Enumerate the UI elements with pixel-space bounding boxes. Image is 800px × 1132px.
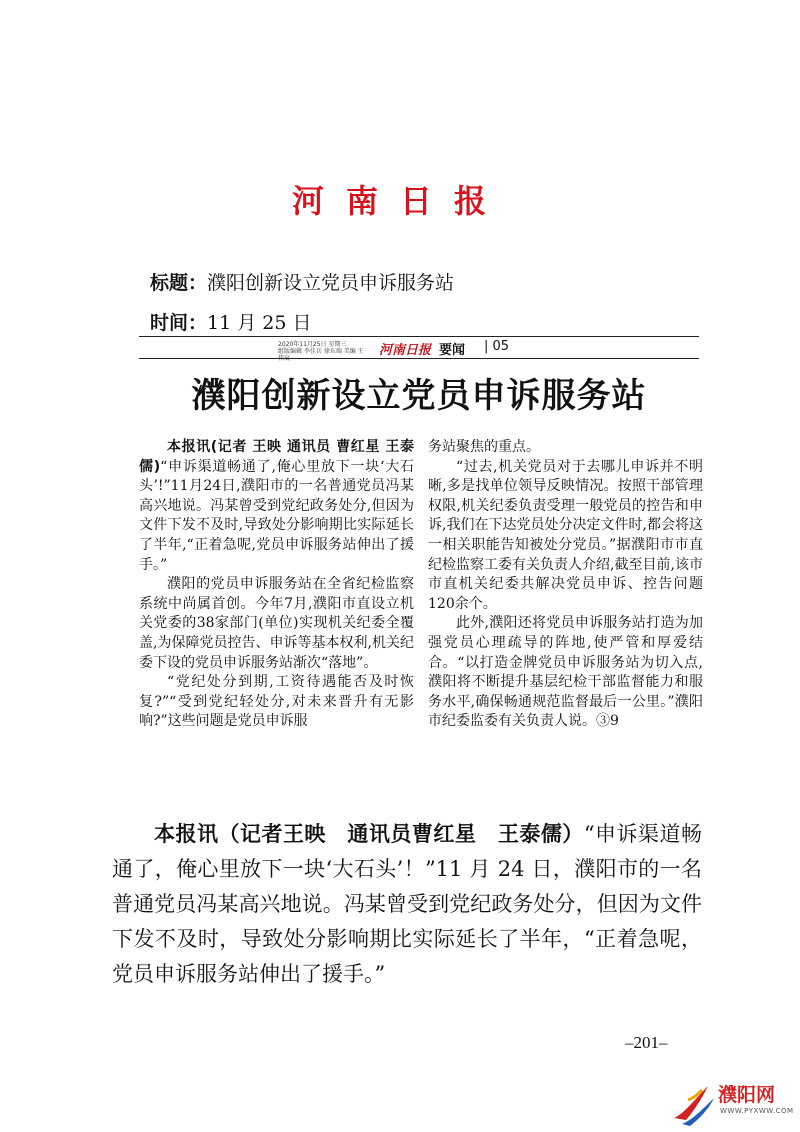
col1-lead: 本报讯(记者 王映 通讯员 曹红星 王泰儒): [139, 439, 414, 475]
time-label: 时间：: [150, 312, 208, 334]
excerpt-lead: 本报讯（记者王映 通讯员曹红星 王泰儒）: [154, 822, 584, 846]
meta-time-row: [150, 308, 312, 335]
col2-text-2: “过去,机关党员对于去哪儿申诉并不明晰,多是找单位领导反映情况。按照干部管理权限,机关纪委负责受理一般党员的控告和申诉,我们在下达党员处分决定文件时,都会将这一相关职能告知被处分党员。”据濮阳市市直纪检监察工委有关负责人介绍,截至目前,该市市直机关纪委共解决党员申诉、控告问题120余个。: [428, 458, 703, 612]
watermark-url: WWW.PYXWW.COM: [720, 1107, 794, 1115]
col2-para-2: [428, 458, 703, 615]
col2-para-3: [428, 614, 703, 732]
article-excerpt: [112, 817, 702, 992]
excerpt-paragraph: [112, 817, 702, 992]
col2-text-3: 此外,濮阳还将党员申诉服务站打造为加强党员心理疏导的阵地,使严管和厚爱结合。“以打造金牌党员申诉服务站为切入点,濮阳将不断提升基层纪检干部监督能力和服务水平,确保畅通规范监督最后一公里。”濮阳市纪委监委有关负责人说。③9: [428, 615, 703, 730]
page-indicator: | 05: [484, 339, 510, 354]
page-number: –201–: [625, 1033, 668, 1052]
watermark-logo-icon: [668, 1080, 720, 1128]
col1-para-2: [139, 575, 414, 673]
newspaper-strip: [139, 338, 699, 358]
watermark-name: 濮阳网: [718, 1084, 776, 1106]
time-value: 11 月 25 日: [207, 312, 312, 334]
article-column-2: [428, 438, 703, 732]
article-headline: 濮阳创新设立党员申诉服务站: [191, 376, 647, 416]
strip-date: 2020年11月25日 星期三: [278, 341, 347, 348]
col2-para-1: [428, 438, 703, 458]
title-value: 濮阳创新设立党员申诉服务站: [207, 272, 455, 294]
section-name: 要闻: [439, 343, 466, 358]
watermark: [668, 1080, 798, 1128]
paper-logo: 河南日报: [379, 343, 432, 358]
article-column-1: [139, 438, 414, 732]
meta-title-row: [150, 268, 454, 295]
col1-text-3: “党纪处分到期,工资待遇能否及时恢复?”“受到党纪轻处分,对未来晋升有无影响?”这些问题是党员申诉服: [139, 674, 414, 730]
top-rule: [139, 336, 699, 337]
title-label: 标题：: [150, 272, 208, 294]
strip-editors: 组版编辑 李佳兵 徐东瑞 美编 王: [278, 348, 364, 355]
strip-rule: [139, 358, 699, 359]
page-number-small: 05: [492, 339, 510, 354]
masthead: 河南日报: [291, 182, 508, 220]
col1-para-1: [139, 438, 414, 575]
col2-text-1: 务站聚焦的重点。: [428, 439, 540, 455]
col1-text-1: “申诉渠道畅通了,俺心里放下一块‘大石头’!”11月24日,濮阳市的一名普通党员冯某高兴地说。冯某曾受到党纪政务处分,但因为文件下发不及时,导致处分影响期比实际延长了半年,“正着急呢,党员申诉服务站伸出了援手。”: [139, 458, 414, 573]
col1-text-2: 濮阳的党员申诉服务站在全省纪检监察系统中尚属首创。今年7月,濮阳市直设立机关党委的38家部门(单位)实现机关纪委全覆盖,为保障党员控告、申诉等基本权利,机关纪委下设的党员申诉服务站渐次“落地”。: [139, 576, 414, 671]
col1-para-3: [139, 673, 414, 732]
excerpt-text: “申诉渠道畅通了，俺心里放下一块‘大石头’！”11 月 24 日，濮阳市的一名普通党员冯某高兴地说。冯某曾受到党纪政务处分，但因为文件下发不及时，导致处分影响期比实际延长了半年，“正着急呢，党员申诉服务站伸出了援手。”: [112, 822, 702, 986]
